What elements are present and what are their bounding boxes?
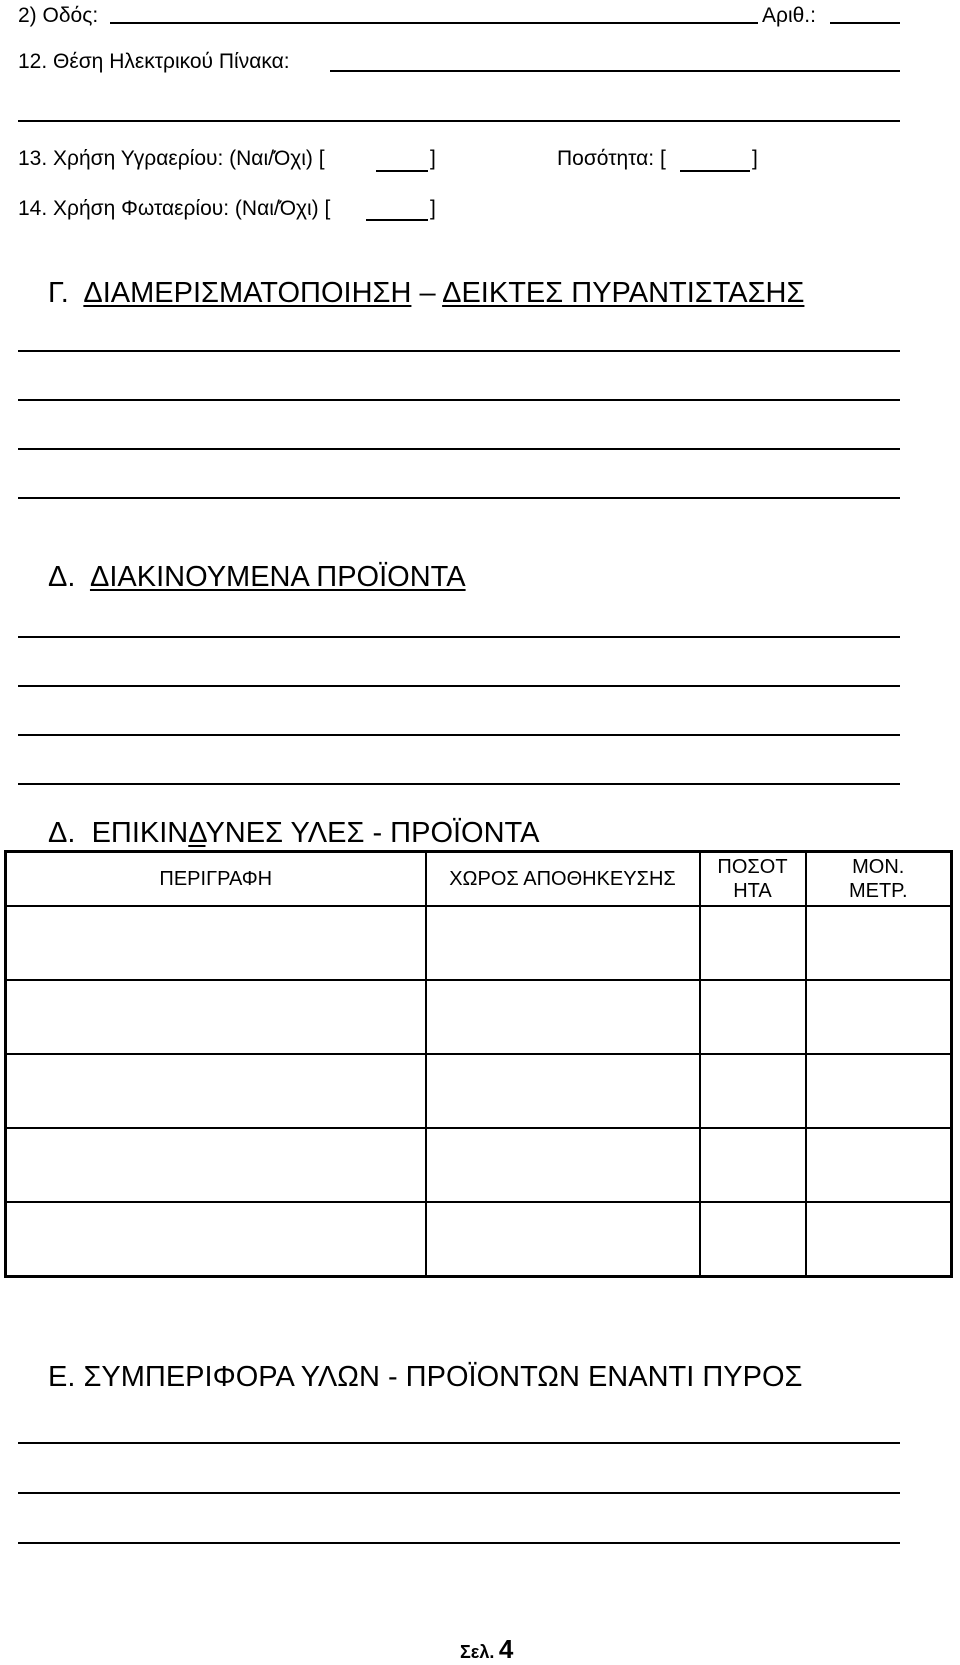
table-row — [6, 1054, 952, 1128]
cell-quantity[interactable] — [700, 1202, 806, 1277]
cell-quantity[interactable] — [700, 906, 806, 980]
section-g-title-part2: ΔΕΙΚΤΕΣ ΠΥΡΑΝΤΙΣΤΑΣΗΣ — [442, 277, 805, 309]
section-g-dash: – — [419, 277, 436, 309]
q12-field-continued[interactable] — [18, 120, 900, 122]
q13-quantity-close: ] — [752, 147, 758, 170]
section-d1-line-4[interactable] — [18, 783, 900, 785]
section-e-heading: Ε. ΣΥΜΠΕΡΙΦΟΡΑ ΥΛΩΝ - ΠΡΟΪΟΝΤΩΝ ΕΝΑΝΤΙ ΠΥΡΟΣ — [48, 1361, 803, 1393]
section-d1-line-1[interactable] — [18, 636, 900, 638]
section-g-title-part1: ΔΙΑΜΕΡΙΣΜΑΤΟΠΟΙΗΣΗ — [83, 277, 412, 309]
q14-close: ] — [430, 197, 436, 220]
table-row — [6, 1128, 952, 1202]
number-label: Αριθ.: — [762, 4, 816, 27]
col-description: ΠΕΡΙΓΡΑΦΗ — [6, 852, 426, 907]
q13-quantity-field[interactable] — [680, 170, 750, 172]
cell-unit[interactable] — [806, 980, 952, 1054]
section-d2-title-part1: ΕΠΙΚΙΝ — [91, 817, 189, 849]
section-e-line-2[interactable] — [18, 1492, 900, 1494]
cell-unit[interactable] — [806, 1128, 952, 1202]
section-d1-line-2[interactable] — [18, 685, 900, 687]
section-d1-line-3[interactable] — [18, 734, 900, 736]
section-g-prefix: Γ. — [48, 277, 69, 309]
table-row — [6, 980, 952, 1054]
section-e-line-3[interactable] — [18, 1542, 900, 1544]
page-footer — [460, 1634, 513, 1665]
q13-quantity-label: Ποσότητα: [ — [557, 147, 666, 170]
col-unit: ΜΟΝ. ΜΕΤΡ. — [806, 852, 952, 907]
section-d2-prefix: Δ. — [48, 817, 76, 849]
section-g-line-1[interactable] — [18, 350, 900, 352]
cell-storage-area[interactable] — [426, 906, 700, 980]
cell-description[interactable] — [6, 1202, 426, 1277]
q13-label: 13. Χρήση Υγραερίου: (Ναι/Όχι) [ — [18, 147, 325, 170]
section-d1-prefix: Δ. — [48, 561, 76, 593]
section-g-line-4[interactable] — [18, 497, 900, 499]
section-d2-heading — [48, 816, 539, 850]
number-field[interactable] — [830, 22, 900, 24]
cell-unit[interactable] — [806, 1054, 952, 1128]
page-label: Σελ. — [460, 1642, 495, 1662]
section-d2-title-underlined: Δ — [188, 817, 206, 849]
section-d2-title-part2: ΥΝΕΣ ΥΛΕΣ - ΠΡΟΪΟΝΤΑ — [205, 817, 540, 849]
cell-storage-area[interactable] — [426, 980, 700, 1054]
table-row — [6, 1202, 952, 1277]
section-e-line-1[interactable] — [18, 1442, 900, 1444]
col-quantity: ΠΟΣΟΤ ΗΤΑ — [700, 852, 806, 907]
cell-quantity[interactable] — [700, 1128, 806, 1202]
cell-description[interactable] — [6, 906, 426, 980]
q12-label: 12. Θέση Ηλεκτρικού Πίνακα: — [18, 50, 290, 73]
cell-description[interactable] — [6, 1128, 426, 1202]
cell-description[interactable] — [6, 980, 426, 1054]
page-number: 4 — [498, 1634, 514, 1664]
section-d1-title: ΔΙΑΚΙΝΟΥΜΕΝΑ ΠΡΟΪΟΝΤΑ — [89, 561, 466, 593]
section-g-line-2[interactable] — [18, 399, 900, 401]
cell-description[interactable] — [6, 1054, 426, 1128]
section-g-line-3[interactable] — [18, 448, 900, 450]
section-d1-heading — [48, 560, 466, 594]
street-label: 2) Οδός: — [18, 4, 99, 27]
section-g-heading — [48, 276, 804, 310]
cell-unit[interactable] — [806, 906, 952, 980]
q14-answer-field[interactable] — [366, 219, 428, 221]
cell-unit[interactable] — [806, 1202, 952, 1277]
cell-quantity[interactable] — [700, 1054, 806, 1128]
col-storage-area: ΧΩΡΟΣ ΑΠΟΘΗΚΕΥΣΗΣ — [426, 852, 700, 907]
q13-close: ] — [430, 147, 436, 170]
cell-quantity[interactable] — [700, 980, 806, 1054]
hazardous-materials-table — [4, 850, 953, 1278]
table-row — [6, 906, 952, 980]
cell-storage-area[interactable] — [426, 1054, 700, 1128]
q14-label: 14. Χρήση Φωταερίου: (Ναι/Όχι) [ — [18, 197, 331, 220]
cell-storage-area[interactable] — [426, 1202, 700, 1277]
street-field[interactable] — [110, 22, 758, 24]
table-header-row — [6, 852, 952, 907]
cell-storage-area[interactable] — [426, 1128, 700, 1202]
q12-field[interactable] — [330, 70, 900, 72]
q13-answer-field[interactable] — [376, 170, 428, 172]
